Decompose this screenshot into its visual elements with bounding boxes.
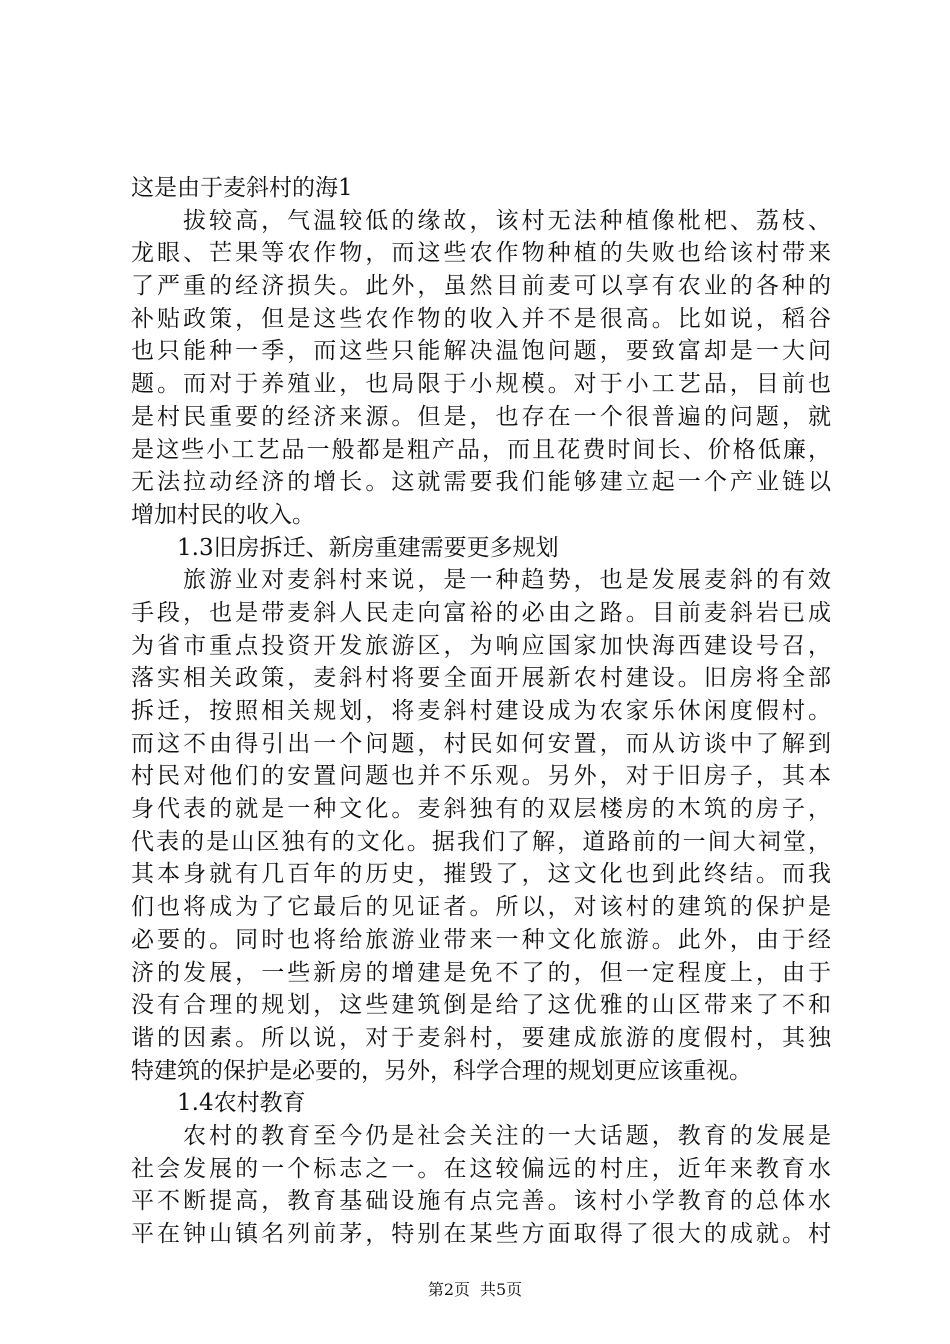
text-line: 了严重的经济损失。此外，虽然目前麦可以享有农业的各种的 [131,273,831,300]
text-line: 们也将成为了它最后的见证者。所以，对该村的建筑的保护是 [131,894,831,921]
text-line: 特建筑的保护是必要的，另外，科学合理的规划更应该重视。 [131,1057,752,1084]
text-line: 旅游业对麦斜村来说，是一种趋势，也是发展麦斜的有效 [183,567,831,594]
text-line: 农村的教育至今仍是社会关注的一大话题，教育的发展是 [183,1122,831,1149]
page-footer [0,1280,950,1300]
text-line: 没有合理的规划，这些建筑倒是给了这优雅的山区带来了不和 [131,992,831,1019]
text-line: 是村民重要的经济来源。但是，也存在一个很普遍的问题，就 [131,403,831,430]
text-line: 身代表的就是一种文化。麦斜独有的双层楼房的木筑的房子， [131,796,831,823]
text-line: 拔较高，气温较低的缘故，该村无法种植像枇杷、荔枝、 [183,207,831,234]
text-line: 落实相关政策，麦斜村将要全面开展新农村建设。旧房将全部 [131,665,831,692]
section-heading: 1.4农村教育 [177,1090,306,1117]
text-line: 而这不由得引出一个问题，村民如何安置，而从访谈中了解到 [131,730,831,757]
text-line: 无法拉动经济的增长。这就需要我们能够建立起一个产业链以 [131,469,831,496]
text-line: 也只能种一季，而这些只能解决温饱问题，要致富却是一大问 [131,338,831,365]
text-line: 龙眼、芒果等农作物，而这些农作物种植的失败也给该村带来 [131,240,831,267]
page-total: 共5页 [480,1280,523,1299]
text-line: 必要的。同时也将给旅游业带来一种文化旅游。此外，由于经 [131,926,831,953]
text-line: 题。而对于养殖业，也局限于小规模。对于小工艺品，目前也 [131,371,831,398]
body-text [131,172,831,1251]
section-heading: 1.3旧房拆迁、新房重建需要更多规划 [177,534,559,561]
text-line: 其本身就有几百年的历史，摧毁了，这文化也到此终结。而我 [131,861,831,888]
text-line: 村民对他们的安置问题也并不乐观。另外，对于旧房子，其本 [131,763,831,790]
text-line: 平不断提高，教育基础设施有点完善。该村小学教育的总体水 [131,1188,831,1215]
text-line: 谐的因素。所以说，对于麦斜村，要建成旅游的度假村，其独 [131,1024,831,1051]
text-line: 增加村民的收入。 [131,501,315,528]
text-line: 济的发展，一些新房的增建是免不了的，但一定程度上，由于 [131,959,831,986]
page-number: 第2页 [427,1280,470,1299]
text-line: 是这些小工艺品一般都是粗产品，而且花费时间长、价格低廉， [131,436,831,463]
text-line: 手段，也是带麦斜人民走向富裕的必由之路。目前麦斜岩已成 [131,599,831,626]
text-line: 平在钟山镇名列前茅，特别在某些方面取得了很大的成就。村 [131,1221,831,1247]
text-line: 为省市重点投资开发旅游区，为响应国家加快海西建设号召， [131,632,831,659]
text-line: 社会发展的一个标志之一。在这较偏远的村庄，近年来教育水 [131,1155,831,1182]
text-line: 这是由于麦斜村的海1 [131,175,353,201]
text-line: 拆迁，按照相关规划，将麦斜村建设成为农家乐休闲度假村。 [131,698,831,724]
text-line: 代表的是山区独有的文化。据我们了解，道路前的一间大祠堂， [131,828,831,855]
text-line: 补贴政策，但是这些农作物的收入并不是很高。比如说，稻谷 [131,305,831,332]
